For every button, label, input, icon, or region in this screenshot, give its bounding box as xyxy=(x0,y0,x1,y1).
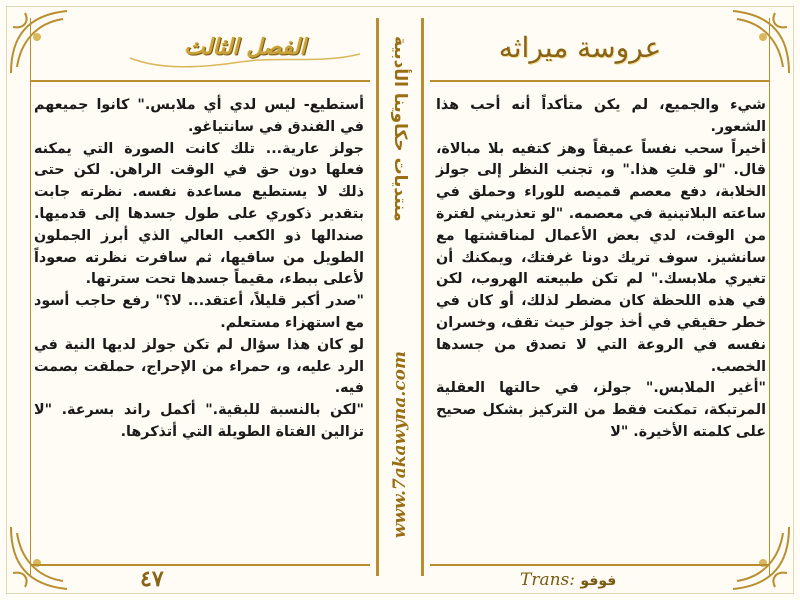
paragraph: شيء والجميع، لم يكن متأكداً أنه أحب هذا الشعور. xyxy=(436,97,766,135)
border-strip-right xyxy=(769,18,770,576)
chapter-banner xyxy=(120,18,370,76)
paragraph: جولز عارية... تلك كانت الصورة التي يمكنه فعلها دون حق في الوقت الراهن. لكن حتى ذلك لا يستطيع مساعدة نفسه. نظرته جابت بتقدير ذكوري على طول جسدها إلى قدميها. صندالها ذو الكعب العالي الذي أبرز الجملون الطويل من ساقيها، ثم سافرت نظرته صعوداً لأعلى ببطء، مقيماً جسدها تحت سترتها. xyxy=(34,140,364,288)
translator-label: Trans: xyxy=(520,570,576,590)
text-column-right xyxy=(436,95,766,555)
footer-rule-right xyxy=(430,564,770,566)
center-spine xyxy=(372,28,428,568)
paragraph: "أغير الملابس." جولز، في حالتها العقلية المرتبكة، تمكنت فقط من التركيز بشكل صحيح على كلمته الأخيرة. "لا xyxy=(436,380,766,440)
corner-ornament-top-right xyxy=(723,7,793,77)
text-column-left xyxy=(34,95,364,555)
banner-swirl-icon xyxy=(120,18,370,76)
header-rule-right xyxy=(430,80,770,82)
border-strip-left xyxy=(30,18,31,576)
header-rule-left xyxy=(30,80,370,82)
footer-rule-left xyxy=(30,564,370,566)
book-title-banner xyxy=(470,18,690,76)
forum-name: منتديات حكاوينا الأدبية xyxy=(390,36,410,222)
paragraph: أستطيع- ليس لدي أي ملابس." كانوا جميعهم في الفندق في سانتياغو. xyxy=(34,97,364,135)
paragraph: أخيراً سحب نفساً عميقاً وهز كتفيه بلا مبالاة، قال. "لو قلتِ هذا." و، تجنب النظر إلى جولز الخلابة، دفع معصم قميصه للوراء وحملق في ساعته البلاتينية في معصمه. "لو تعذريني لفترة من الوقت، لدي بعض الأعمال لمناقشتها مع سانشيز. سوف تريك دونا غرفتك، ويمكنك أن تغيري ملابسك." لم تكن طبيعته الهروب، لكن في هذه اللحظة كان مضطر لذلك، أو كان في خطر حقيقي في أخذ جولز حيث تقف، وخسران نفسه في الروعة التي لا تصدق من جسدها الخصب. xyxy=(436,140,766,375)
page-number: ٤٧ xyxy=(140,566,164,592)
site-url: www.7akawyna.com xyxy=(390,350,410,538)
chapter-title: الفصل الثالث xyxy=(184,34,306,60)
book-title: عروسة ميراثه xyxy=(498,30,662,64)
corner-ornament-top-left xyxy=(7,7,77,77)
translator-name: فوفو xyxy=(580,573,617,589)
paragraph: لو كان هذا سؤال لم تكن جولز لديها النية في الرد عليه، و، حمراء من الإحراج، حملقت بصمت فيه. xyxy=(34,336,364,397)
paragraph: "صدر أكبر قليلاً، أعتقد... لا؟" رفع حاجب أسود مع استهزاء مستعلم. xyxy=(34,293,364,331)
paragraph: "لكن بالنسبة للبقية." أكمل راند بسرعة. "لا تزالين الفتاة الطويلة التي أتذكرها. xyxy=(34,402,364,440)
translator-credit xyxy=(520,570,616,590)
